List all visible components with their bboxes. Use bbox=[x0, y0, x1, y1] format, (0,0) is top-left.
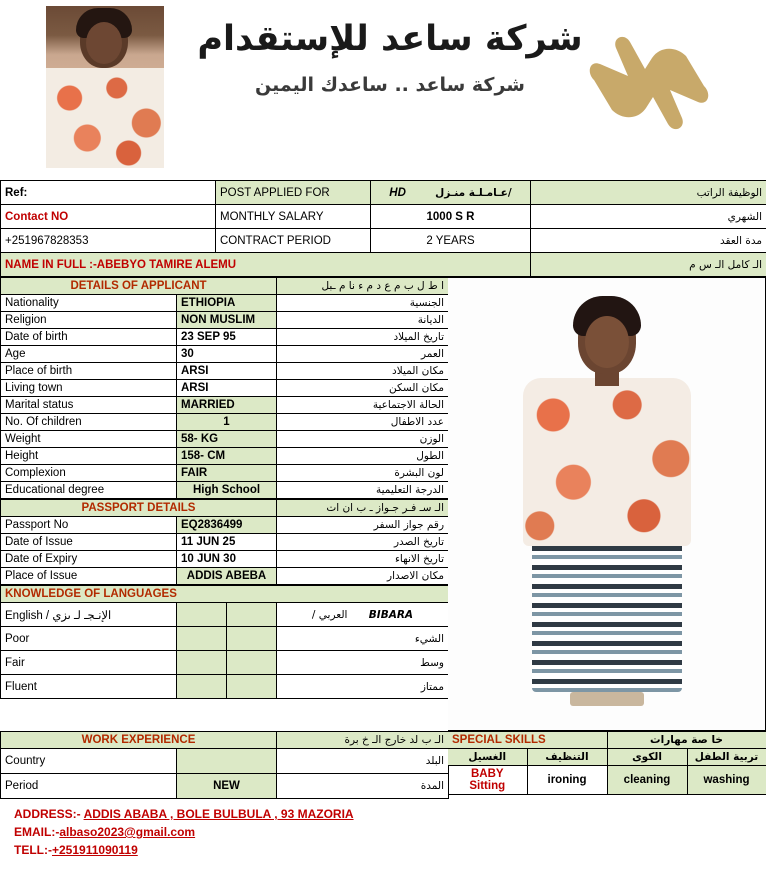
applicant-section-title-ar: ا ط ل ب م ع د م ء نا م ـبل bbox=[277, 278, 449, 295]
email-value[interactable]: albaso2023@gmail.com bbox=[59, 825, 196, 839]
row-label-ar: العمر bbox=[277, 346, 449, 363]
row-label-ar: الدرجة التعليمية bbox=[277, 482, 449, 499]
row-label-ar: وسط bbox=[277, 651, 449, 675]
skill-item: cleaning bbox=[607, 766, 687, 795]
table-row bbox=[1, 603, 449, 627]
row-label: Passport No bbox=[1, 517, 177, 534]
row-label-ar: مكان الاصدار bbox=[277, 568, 449, 585]
contract-period-ar-cell bbox=[531, 229, 683, 253]
row-label: Fluent bbox=[1, 675, 177, 699]
name-value: ABEBYO TAMIRE ALEMU bbox=[96, 258, 237, 271]
row-label: Nationality bbox=[1, 295, 177, 312]
language-cell bbox=[177, 627, 227, 651]
applicant-photo-header bbox=[46, 6, 164, 168]
row-label-ar: المدة bbox=[277, 774, 449, 799]
helping-hands-logo bbox=[576, 16, 722, 148]
table-row bbox=[1, 363, 449, 380]
language-cell bbox=[227, 675, 277, 699]
section-header-row bbox=[1, 586, 449, 603]
table-row bbox=[1, 397, 449, 414]
table-row bbox=[1, 329, 449, 346]
table-row bbox=[1, 568, 449, 585]
table-row bbox=[1, 346, 449, 363]
row-label: Complexion bbox=[1, 465, 177, 482]
row-value: 30 bbox=[177, 346, 277, 363]
skill-ar-label: التنظيف bbox=[527, 749, 607, 766]
language-header-right-ar: العربي / bbox=[311, 608, 348, 621]
table-row bbox=[1, 774, 449, 799]
left-column bbox=[0, 277, 448, 699]
post-applied-ar: عـامـلـة منـزل/ bbox=[435, 186, 512, 199]
row-label-ar: ممتاز bbox=[277, 675, 449, 699]
table-row bbox=[1, 229, 766, 253]
row-value: 58- KG bbox=[177, 431, 277, 448]
section-header-row bbox=[1, 732, 449, 749]
row-value: ARSI bbox=[177, 363, 277, 380]
row-label: Period bbox=[1, 774, 177, 799]
row-label-ar: تاريخ الميلاد bbox=[277, 329, 449, 346]
post-applied-label-cell: POST APPLIED FOR bbox=[216, 181, 371, 205]
row-value: FAIR bbox=[177, 465, 277, 482]
table-row bbox=[1, 181, 766, 205]
row-label-ar: الحالة الاجتماعية bbox=[277, 397, 449, 414]
table-row bbox=[1, 749, 449, 774]
photo-face bbox=[86, 22, 122, 64]
company-subtitle: شركة ساعد .. ساعدك اليمين bbox=[255, 73, 525, 96]
languages-section-title: KNOWLEDGE OF LANGUAGES bbox=[1, 586, 449, 603]
work-experience-table bbox=[0, 731, 449, 799]
post-applied-value: HD bbox=[389, 186, 406, 199]
row-value: 158- CM bbox=[177, 448, 277, 465]
document-header bbox=[0, 0, 766, 180]
language-cell bbox=[227, 651, 277, 675]
row-label: Date of Expiry bbox=[1, 551, 177, 568]
row-label: Date of birth bbox=[1, 329, 177, 346]
language-header-right bbox=[277, 603, 449, 627]
contract-period-label: CONTRACT PERIOD bbox=[216, 229, 371, 253]
row-value: 1 bbox=[177, 414, 277, 431]
row-label: Educational degree bbox=[1, 482, 177, 499]
table-row bbox=[448, 766, 766, 795]
row-label-ar: مكان الميلاد bbox=[277, 363, 449, 380]
row-value: NON MUSLIM bbox=[177, 312, 277, 329]
row-label-ar: تاريخ الصدر bbox=[277, 534, 449, 551]
address-line bbox=[14, 805, 752, 823]
row-value: ETHIOPIA bbox=[177, 295, 277, 312]
row-value bbox=[177, 749, 277, 774]
applicant-photo-full bbox=[448, 278, 765, 730]
table-row bbox=[1, 295, 449, 312]
name-ar-cell bbox=[531, 253, 683, 277]
skill-ar-label: تربية الطفل bbox=[687, 749, 766, 766]
skill-item: ironing bbox=[527, 766, 607, 795]
row-label-ar: الديانة bbox=[277, 312, 449, 329]
languages-table bbox=[0, 585, 449, 699]
row-value: NEW bbox=[177, 774, 277, 799]
row-label-ar: الشيء bbox=[277, 627, 449, 651]
applicant-photo-panel bbox=[448, 277, 766, 731]
row-label-ar: رقم جواز السفر bbox=[277, 517, 449, 534]
contact-label: Contact NO bbox=[1, 205, 216, 229]
ref-cell bbox=[1, 181, 216, 205]
table-row bbox=[1, 551, 449, 568]
row-label-ar: الوزن bbox=[277, 431, 449, 448]
language-cell bbox=[177, 603, 227, 627]
row-label-ar: مكان السكن bbox=[277, 380, 449, 397]
table-row bbox=[1, 651, 449, 675]
photo-face bbox=[585, 316, 629, 368]
top-info-table bbox=[0, 180, 766, 277]
work-section-title: WORK EXPERIENCE bbox=[1, 732, 277, 749]
post-applied-ar-right-cell bbox=[531, 181, 683, 205]
footer-contact bbox=[0, 799, 766, 859]
row-label: Fair bbox=[1, 651, 177, 675]
language-cell bbox=[177, 675, 227, 699]
row-label-ar: تاريخ الانهاء bbox=[277, 551, 449, 568]
language-header-right-en: BIBARA bbox=[368, 608, 414, 621]
row-label: Height bbox=[1, 448, 177, 465]
section-header-row bbox=[448, 732, 766, 749]
table-row bbox=[1, 431, 449, 448]
photo-skirt bbox=[532, 540, 682, 692]
table-row bbox=[1, 414, 449, 431]
table-row bbox=[1, 534, 449, 551]
special-skills-table bbox=[448, 731, 766, 795]
skill-item: washing bbox=[687, 766, 766, 795]
skill-ar-label: الغسيل bbox=[448, 749, 527, 766]
photo-top-garment bbox=[523, 378, 691, 546]
photo-shoes bbox=[570, 692, 644, 706]
table-row bbox=[1, 482, 449, 499]
table-row bbox=[1, 205, 766, 229]
work-experience-block bbox=[0, 731, 448, 799]
row-value: EQ2836499 bbox=[177, 517, 277, 534]
row-value: 23 SEP 95 bbox=[177, 329, 277, 346]
row-label: Age bbox=[1, 346, 177, 363]
passport-details-table bbox=[0, 499, 449, 585]
row-label: Place of birth bbox=[1, 363, 177, 380]
name-in-full-cell bbox=[1, 253, 531, 277]
work-skills-row bbox=[0, 731, 766, 799]
post-applied-value-cell bbox=[371, 181, 531, 205]
tell-value: +251911090119 bbox=[52, 843, 138, 857]
language-cell bbox=[227, 627, 277, 651]
row-label-ar: البلد bbox=[277, 749, 449, 774]
skill-ar-label: الكوى bbox=[607, 749, 687, 766]
table-row bbox=[1, 517, 449, 534]
ref-label: Ref: bbox=[5, 186, 28, 199]
table-row bbox=[448, 749, 766, 766]
skill-item: BABY Sitting bbox=[448, 766, 527, 795]
monthly-salary-ar: الشهري bbox=[683, 205, 766, 229]
address-value: ADDIS ABABA , BOLE BULBULA , 93 MAZORIA bbox=[83, 807, 354, 821]
contact-value: +251967828353 bbox=[1, 229, 216, 253]
section-header-row bbox=[1, 500, 449, 517]
table-row bbox=[1, 465, 449, 482]
table-row bbox=[1, 253, 766, 277]
table-row bbox=[1, 627, 449, 651]
row-label-ar: عدد الاطفال bbox=[277, 414, 449, 431]
tell-label: TELL:- bbox=[14, 843, 52, 857]
row-label: Poor bbox=[1, 627, 177, 651]
skills-section-title: SPECIAL SKILLS bbox=[448, 732, 607, 749]
email-line bbox=[14, 823, 752, 841]
language-cell bbox=[227, 603, 277, 627]
row-value: MARRIED bbox=[177, 397, 277, 414]
language-cell bbox=[177, 651, 227, 675]
company-title: شركة ساعد للإستقدام bbox=[197, 19, 583, 59]
contract-period-value: 2 YEARS bbox=[371, 229, 531, 253]
applicant-details-table bbox=[0, 277, 449, 499]
table-row bbox=[1, 380, 449, 397]
monthly-salary-label: MONTHLY SALARY bbox=[216, 205, 371, 229]
main-body bbox=[0, 277, 766, 731]
special-skills-block bbox=[448, 731, 766, 799]
passport-section-title-ar: الـ سـ فـر جـواز ـ ب ان ات bbox=[277, 500, 449, 517]
row-label: No. Of children bbox=[1, 414, 177, 431]
row-label: Marital status bbox=[1, 397, 177, 414]
row-label: Living town bbox=[1, 380, 177, 397]
row-value: 10 JUN 30 bbox=[177, 551, 277, 568]
table-row bbox=[1, 675, 449, 699]
row-label-ar: الطول bbox=[277, 448, 449, 465]
row-label: Date of Issue bbox=[1, 534, 177, 551]
work-section-title-ar: الـ ب لد خارج الـ خ برة bbox=[277, 732, 449, 749]
post-applied-ar-right: الوظيفة الراتب bbox=[683, 181, 766, 205]
table-row bbox=[1, 312, 449, 329]
email-label: EMAIL:- bbox=[14, 825, 60, 839]
row-value: 11 JUN 25 bbox=[177, 534, 277, 551]
section-header-row bbox=[1, 278, 449, 295]
row-label-ar: لون البشرة bbox=[277, 465, 449, 482]
contract-period-ar: مدة العقد bbox=[683, 229, 766, 253]
row-value: High School bbox=[177, 482, 277, 499]
passport-section-title: PASSPORT DETAILS bbox=[1, 500, 277, 517]
row-label: Weight bbox=[1, 431, 177, 448]
name-label: NAME IN FULL :- bbox=[5, 258, 97, 271]
row-label-ar: الجنسية bbox=[277, 295, 449, 312]
applicant-section-title: DETAILS OF APPLICANT bbox=[1, 278, 277, 295]
language-header-left: English / الإنـجـ لـ ىزي bbox=[1, 603, 177, 627]
monthly-salary-value: 1000 S R bbox=[371, 205, 531, 229]
name-ar: الـ كامل الـ س م bbox=[683, 253, 766, 277]
address-label: ADDRESS:- bbox=[14, 807, 81, 821]
company-title-block bbox=[180, 18, 600, 96]
row-label: Place of Issue bbox=[1, 568, 177, 585]
monthly-salary-ar-cell bbox=[531, 205, 683, 229]
row-label: Religion bbox=[1, 312, 177, 329]
row-label: Country bbox=[1, 749, 177, 774]
row-value: ADDIS ABEBA bbox=[177, 568, 277, 585]
table-row bbox=[1, 448, 449, 465]
photo-dress bbox=[46, 68, 164, 168]
skills-section-title-ar: خا صة مهارات bbox=[607, 732, 766, 749]
row-value: ARSI bbox=[177, 380, 277, 397]
tell-line bbox=[14, 841, 752, 859]
